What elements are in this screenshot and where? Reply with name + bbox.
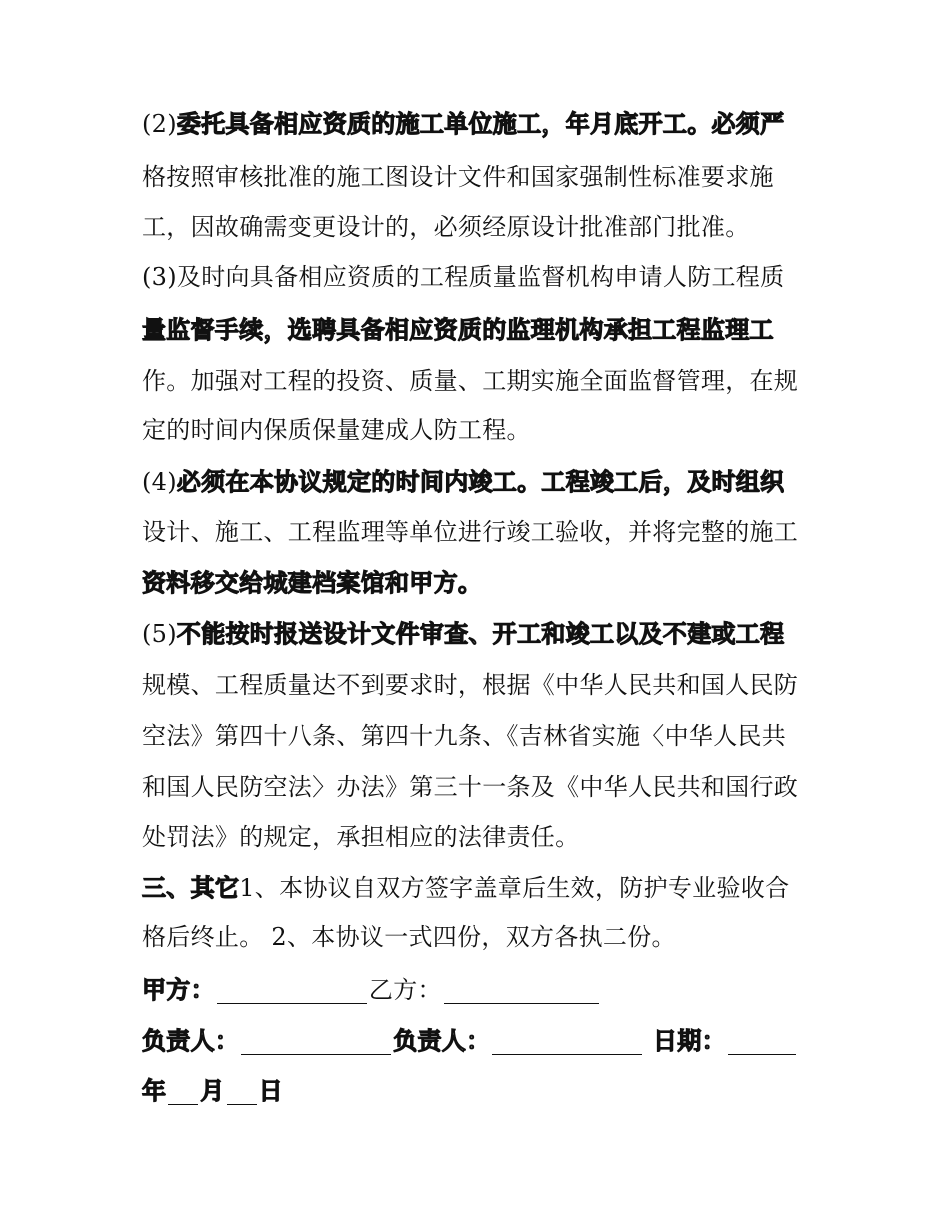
document-line [142,410,531,450]
body-text: 处罚法》的规定，承担相应的法律责任。 [142,823,580,851]
document-line [142,917,676,957]
body-text: 定的时间内保质保量建成人防工程。 [142,416,531,444]
outlined-text: 甲方： [142,976,215,1004]
body-text: 格按照审核批准的施工图设计文件和国家强制性标准要求施 [142,163,774,191]
outlined-text: 委托具备相应资质的施工单位施工，年月底开工。必须严 [176,110,785,138]
document-line [142,104,784,144]
signature-blank [728,1026,796,1055]
outlined-text: 必须在本协议规定的时间内竣工。工程竣工后，及时组织 [176,468,785,496]
outlined-text: 月 [200,1077,225,1105]
outlined-text: 三、其它 [142,874,240,902]
document-line [142,462,784,502]
body-text: 空法》第四十八条、第四十九条、《吉林省实施〈中华人民共 [142,722,787,750]
body-text: 乙方： [368,976,442,1004]
outlined-text: 日 [258,1077,283,1105]
signature-blank [227,1076,257,1105]
outlined-text: 负责人： [393,1027,491,1055]
body-text: 1、本协议自双方签字盖章后生效，防护专业验收合 [239,874,790,902]
signature-blank [444,975,599,1004]
document-line [142,512,798,552]
outlined-text: 资料移交给城建档案馆和甲方。 [142,569,483,597]
document-line [142,868,789,908]
document-line [142,767,798,807]
body-text: 规模、工程质量达不到要求时，根据《中华人民共和国人民防 [142,671,799,699]
signature-blank [241,1026,391,1055]
document-line [142,1021,798,1061]
document-line [142,207,750,247]
body-text: (4) [142,468,177,496]
outlined-text: 日期： [644,1027,726,1055]
document-line [142,361,798,401]
outlined-text: 负责人： [142,1027,240,1055]
document-line [142,716,786,756]
document-line [142,817,579,857]
body-text: 和国人民防空法〉办法》第三十一条及《中华人民共和国行政 [142,773,799,801]
body-text: 格后终止。 2、本协议一式四份，双方各执二份。 [142,923,676,951]
document-line [142,257,784,297]
body-text: 设计、施工、工程监理等单位进行竣工验收，并将完整的施工 [142,518,799,546]
signature-blank [492,1026,642,1055]
body-text: 工，因故确需变更设计的，必须经原设计批准部门批准。 [142,213,750,241]
document-line [142,310,774,350]
body-text: (5) [142,620,177,648]
body-text: 作。加强对工程的投资、质量、工期实施全面监督管理，在规 [142,367,799,395]
outlined-text: 年 [142,1077,167,1105]
document-line [142,614,784,654]
document-line [142,1071,283,1111]
document-line [142,970,601,1010]
body-text: (3)及时向具备相应资质的工程质量监督机构申请人防工程质 [142,263,785,291]
outlined-text: 不能按时报送设计文件审查、开工和竣工以及不建或工程 [176,620,785,648]
outlined-text: 量监督手续，选聘具备相应资质的监理机构承担工程监理工 [142,316,774,344]
document-line [142,665,798,705]
signature-blank [217,975,367,1004]
document-line [142,563,482,603]
signature-blank [168,1076,198,1105]
document-line [142,157,774,197]
body-text: (2) [142,110,177,138]
